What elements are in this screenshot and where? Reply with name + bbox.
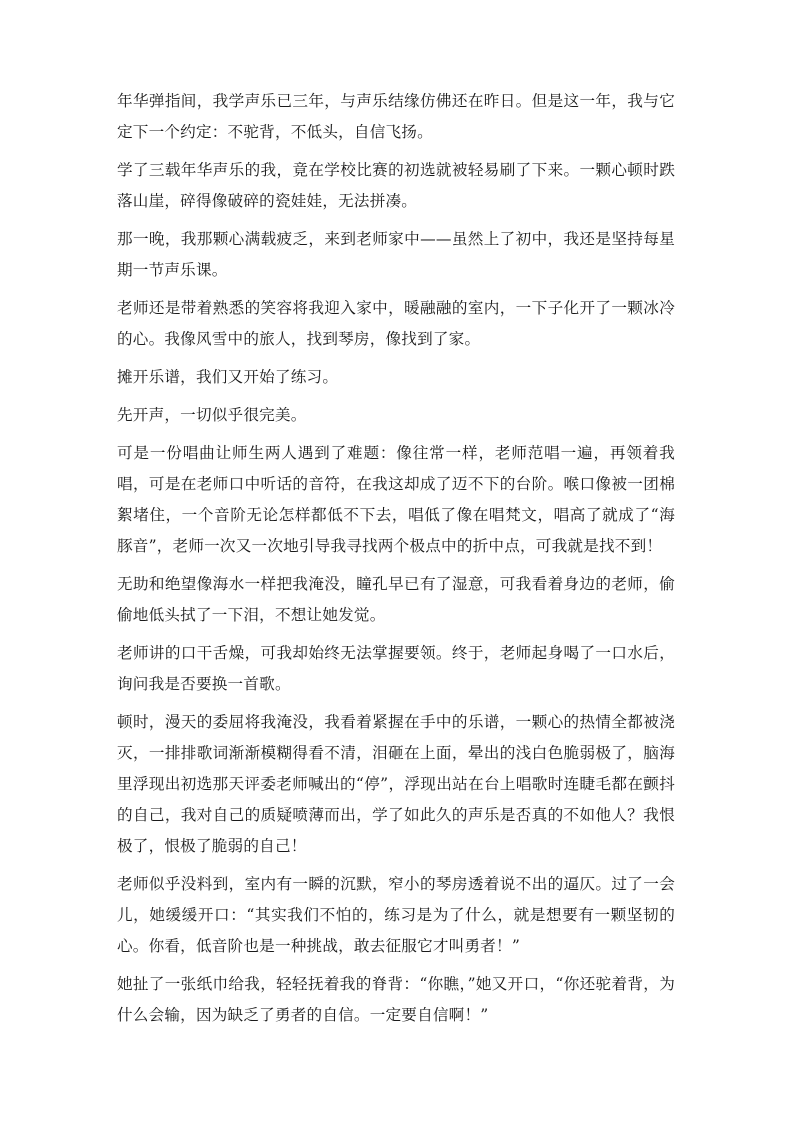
- paragraph-2: 学了三载年华声乐的我，竟在学校比赛的初选就被轻易刷了下来。一颗心顿时跌落山崖，碎得像破碎的瓷娃娃，无法拼凑。: [117, 161, 675, 210]
- paragraph-1: 年华弹指间，我学声乐已三年，与声乐结缘仿佛还在昨日。但是这一年，我与它定下一个约定：不驼背，不低头，自信飞扬。: [117, 92, 675, 141]
- paragraph-7: 可是一份唱曲让师生两人遇到了难题：像往常一样，老师范唱一遍，再领着我唱，可是在老师口中听话的音符，在我这却成了迈不下的台阶。喉口像被一团棉絮堵住，一个音阶无论怎样都低不下去，唱低了像在唱梵文，唱高了就成了“海豚音”，老师一次又一次地引导我寻找两个极点中的折中点，可我就是找不到！: [117, 444, 675, 555]
- paragraph-11: 老师似乎没料到，室内有一瞬的沉默，窄小的琴房透着说不出的逼仄。过了一会儿，她缓缓开口：“其实我们不怕的，练习是为了什么，就是想要有一颗坚韧的心。你看，低音阶也是一种挑战，敢去征服它才叫勇者！”: [117, 875, 675, 955]
- paragraph-10: 顿时，漫天的委屈将我淹没，我看着紧握在手中的乐谱，一颗心的热情全都被浇灭，一排排歌词渐渐模糊得看不清，泪砸在上面，晕出的浅白色脆弱极了，脑海里浮现出初选那天评委老师喊出的“停”，浮现出站在台上唱歌时连睫毛都在颤抖的自己，我对自己的质疑喷薄而出，学了如此久的声乐是否真的不如他人？我恨极了，恨极了脆弱的自己！: [117, 713, 675, 855]
- paragraph-4: 老师还是带着熟悉的笑容将我迎入家中，暖融融的室内，一下子化开了一颗冰冷的心。我像风雪中的旅人，找到琴房，像找到了家。: [117, 299, 675, 348]
- paragraph-6: 先开声，一切似乎很完美。: [117, 406, 307, 424]
- paragraph-8: 无助和绝望像海水一样把我淹没，瞳孔早已有了湿意，可我看着身边的老师，偷偷地低头拭了一下泪，不想让她发觉。: [117, 575, 675, 624]
- essay-body: [117, 86, 675, 1038]
- paragraph-5: 摊开乐谱，我们又开始了练习。: [117, 368, 339, 386]
- paragraph-12: 她扯了一张纸巾给我，轻轻抚着我的脊背：“你瞧，”她又开口，“你还驼着背，为什么会输，因为缺乏了勇者的自信。一定要自信啊！”: [117, 975, 675, 1024]
- paragraph-9: 老师讲的口干舌燥，可我却始终无法掌握要领。终于，老师起身喝了一口水后，询问我是否要换一首歌。: [117, 644, 675, 693]
- paragraph-3: 那一晚，我那颗心满载疲乏，来到老师家中——虽然上了初中，我还是坚持每星期一节声乐课。: [117, 230, 675, 279]
